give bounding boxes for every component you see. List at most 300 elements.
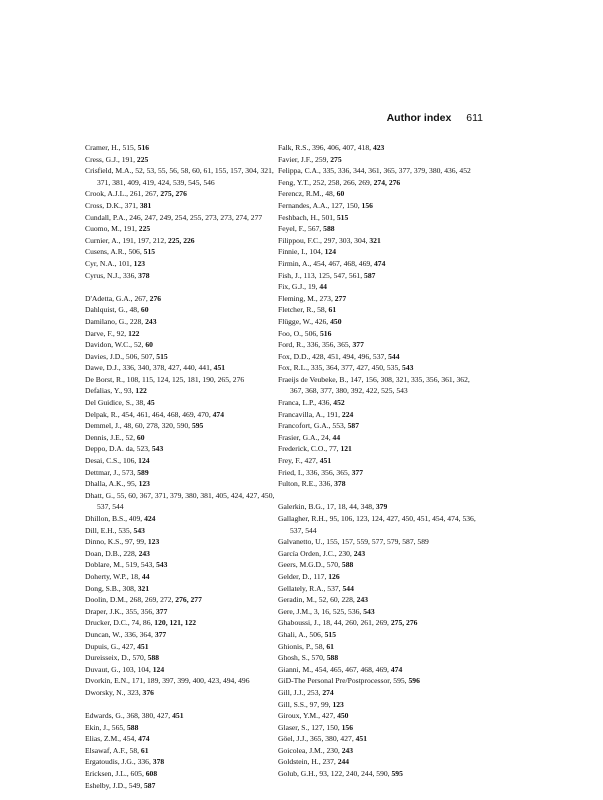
index-entry-bold-pages: 224 bbox=[341, 409, 354, 419]
index-entry bbox=[278, 432, 483, 444]
index-entry bbox=[278, 664, 483, 676]
index-entry-bold-pages: 543 bbox=[363, 606, 375, 616]
index-entry-bold-pages: 377 bbox=[154, 629, 167, 639]
index-entry-text: Del Guidice, S., 38, bbox=[85, 398, 148, 408]
index-entry-text: Favier, J.F., 259, bbox=[278, 154, 331, 164]
index-entry-text: Fulton, R.E., 336, bbox=[278, 479, 335, 489]
index-entry-text: Ekin, J., 565, bbox=[85, 722, 127, 732]
index-entry-text: Dong, S.B., 308, bbox=[85, 583, 138, 593]
index-entry-text: Giroux, Y.M., 427, bbox=[278, 711, 338, 721]
index-entry-bold-pages: 587 bbox=[364, 270, 376, 280]
index-entry-bold-pages: 321 bbox=[137, 583, 150, 593]
index-entry-bold-pages: 587 bbox=[144, 780, 156, 790]
index-entry-text: Davidon, W.C., 52, bbox=[85, 340, 146, 350]
index-entry-text: Dhalla, A.K., 95, bbox=[85, 479, 139, 489]
index-entry-text: D'Adetta, G.A., 267, bbox=[85, 293, 150, 303]
index-entry-bold-pages: 376 bbox=[142, 687, 154, 697]
index-entry-text: Demmel, J., 48, 60, 278, 320, 590, bbox=[85, 421, 192, 431]
index-entry-text: De Borst, R., 108, 115, 124, 125, 181, 190, 265, 276 bbox=[85, 374, 245, 384]
index-entry bbox=[278, 455, 483, 467]
index-entry-bold-pages: 424 bbox=[144, 514, 156, 523]
index-entry-bold-pages: 243 bbox=[138, 548, 150, 558]
index-entry-text: Draper, J.K., 355, 356, bbox=[85, 606, 156, 616]
index-entry-bold-pages: 378 bbox=[138, 270, 150, 280]
index-entry bbox=[278, 583, 483, 595]
index-entry bbox=[278, 223, 483, 235]
index-entry bbox=[85, 594, 285, 606]
index-entry-bold-pages: 156 bbox=[361, 200, 373, 210]
index-entry bbox=[85, 710, 285, 722]
index-entry-text: Duncan, W., 336, 364, bbox=[85, 629, 155, 639]
index-entry bbox=[85, 154, 285, 166]
index-entry-bold-pages: 451 bbox=[355, 734, 368, 744]
index-entry-text: Dawe, D.J., 336, 340, 378, 427, 440, 441, bbox=[85, 363, 214, 373]
index-entry-bold-pages: 450 bbox=[330, 316, 342, 326]
index-entry-bold-pages: 377 bbox=[352, 340, 364, 350]
index-entry-bold-pages: 377 bbox=[351, 467, 364, 477]
index-entry bbox=[85, 339, 285, 351]
index-entry-bold-pages: 544 bbox=[342, 583, 354, 593]
index-entry-text: Dupuis, G., 427, bbox=[85, 641, 138, 651]
index-entry-bold-pages: 156 bbox=[341, 722, 353, 732]
index-entry bbox=[85, 490, 285, 513]
index-entry-text: Darve, F., 92, bbox=[85, 328, 129, 338]
index-entry-bold-pages: 378 bbox=[152, 757, 165, 767]
index-entry bbox=[278, 316, 483, 328]
index-entry bbox=[85, 270, 285, 282]
index-entry-bold-pages: 126 bbox=[328, 571, 340, 581]
index-entry-text: Cress, G.J., 191, bbox=[85, 154, 137, 164]
index-entry bbox=[278, 687, 483, 699]
index-entry bbox=[278, 293, 483, 305]
index-entry-bold-pages: 44 bbox=[319, 282, 327, 292]
index-entry-text: Feyel, F., 567, bbox=[278, 224, 324, 234]
index-entry-text: Glaser, S., 127, 150, bbox=[278, 722, 342, 732]
index-entry-text: Cyrus, N.J., 336, bbox=[85, 270, 139, 280]
index-entry-bold-pages: 123 bbox=[133, 258, 146, 268]
index-entry-text: Geradin, M., 52, 60, 228, bbox=[278, 595, 357, 605]
index-entry bbox=[85, 165, 285, 188]
index-entry-text: Cundall, P.A., 246, 247, 249, 254, 255, 273, 273, 274, 277 bbox=[85, 212, 263, 222]
index-entry-bold-pages: 124 bbox=[138, 456, 150, 466]
index-entry bbox=[278, 420, 483, 432]
index-entry bbox=[278, 478, 483, 490]
index-entry-bold-pages: 474 bbox=[390, 664, 403, 674]
index-entry bbox=[85, 432, 285, 444]
index-entry-bold-pages: 608 bbox=[145, 769, 158, 779]
index-entry bbox=[278, 397, 483, 409]
index-entry-text: Fernandes, A.A., 127, 150, bbox=[278, 200, 362, 210]
index-entry-bold-pages: 120, 121, 122 bbox=[154, 618, 197, 628]
letter-group-gap bbox=[278, 490, 483, 502]
index-entry-text: Cyr, N.A., 101, bbox=[85, 258, 134, 268]
index-entry bbox=[278, 501, 483, 513]
index-entry-bold-pages: 588 bbox=[126, 722, 139, 732]
index-entry-bold-pages: 44 bbox=[141, 571, 150, 581]
index-entry-text: Fox, R.L., 335, 364, 377, 427, 450, 535, bbox=[278, 363, 403, 373]
index-entry-bold-pages: 451 bbox=[172, 711, 184, 721]
index-entry bbox=[85, 780, 285, 792]
index-entry-bold-pages: 543 bbox=[402, 363, 414, 373]
index-entry-text: Eshelby, J.D., 549, bbox=[85, 780, 144, 790]
index-entry-bold-pages: 596 bbox=[408, 676, 420, 686]
index-entry bbox=[278, 154, 483, 166]
index-entry bbox=[278, 165, 483, 177]
index-entry-text: Geers, M.G.D., 570, bbox=[278, 560, 342, 570]
index-entry bbox=[278, 768, 483, 780]
index-entry-bold-pages: 60 bbox=[145, 340, 153, 350]
index-entry-text: Fleming, M., 273, bbox=[278, 293, 335, 303]
index-entry bbox=[278, 536, 483, 548]
index-entry-text: Gill, S.S., 97, 99, bbox=[278, 699, 333, 709]
index-entry-bold-pages: 243 bbox=[145, 316, 157, 326]
index-entry bbox=[278, 328, 483, 340]
index-entry bbox=[85, 756, 285, 768]
index-entry-text: Doblare, M., 519, 543, bbox=[85, 560, 157, 570]
index-entry-text: Frey, F., 427, bbox=[278, 456, 320, 466]
index-entry-bold-pages: 423 bbox=[372, 143, 385, 152]
index-entry-bold-pages: 515 bbox=[156, 351, 168, 361]
index-entry-text: Deppo, D.A. da, 523, bbox=[85, 444, 152, 454]
index-entry-bold-pages: 595 bbox=[191, 421, 204, 431]
index-entry bbox=[85, 617, 285, 629]
index-entry-text: Ericksen, J.L., 605, bbox=[85, 769, 146, 779]
index-entry-bold-pages: 275 bbox=[330, 154, 342, 164]
index-entry-text: Crook, A.J.L., 261, 267, bbox=[85, 189, 161, 199]
index-entry-bold-pages: 451 bbox=[137, 641, 149, 651]
index-entry bbox=[85, 188, 285, 200]
index-entry-text: Francofort, G.A., 553, bbox=[278, 421, 348, 431]
index-entry-text: Dill, E.H., 535, bbox=[85, 525, 134, 535]
index-entry-text: Desai, C.S., 106, bbox=[85, 456, 139, 466]
index-entry-text: Defalias, Y., 93, bbox=[85, 386, 136, 396]
index-entry bbox=[85, 304, 285, 316]
index-entry-bold-pages: 377 bbox=[155, 606, 168, 616]
index-entry-text: Ferencz, R.M., 48, bbox=[278, 189, 337, 199]
letter-group-gap bbox=[85, 699, 285, 711]
index-entry-text: Delpak, R., 454, 461, 464, 468, 469, 470, bbox=[85, 409, 213, 419]
index-entry-bold-pages: 225 bbox=[138, 224, 151, 234]
section-title: Author index bbox=[386, 112, 452, 124]
index-entry bbox=[85, 641, 285, 653]
index-entry-text: Fried, I., 336, 356, 365, bbox=[278, 467, 352, 477]
index-entry-bold-pages: 123 bbox=[138, 479, 150, 489]
index-entry-text: Dvorkin, E.N., 171, 189, 397, 399, 400, 423, 494, 496 bbox=[85, 676, 250, 686]
index-entry bbox=[85, 374, 285, 386]
index-entry-bold-pages: 451 bbox=[319, 456, 332, 466]
index-entry-text: Dennis, J.E., 52, bbox=[85, 432, 137, 442]
index-entry bbox=[85, 351, 285, 363]
index-entry bbox=[278, 699, 483, 711]
index-entry bbox=[278, 733, 483, 745]
index-entry-bold-pages: 122 bbox=[135, 386, 147, 396]
index-entry-text: Goldstein, H., 237, bbox=[278, 757, 338, 767]
index-entry-text: Cusens, A.R., 506, bbox=[85, 247, 144, 257]
index-entry bbox=[85, 768, 285, 780]
index-entry-bold-pages: 588 bbox=[323, 224, 335, 234]
index-entry-text: Dettmar, J., 573, bbox=[85, 467, 138, 477]
index-entry-bold-pages: 275, 276 bbox=[390, 618, 418, 628]
right-index-column bbox=[278, 142, 483, 780]
left-index-column bbox=[85, 142, 285, 791]
index-entry-text: Galerkin, B.G., 17, 18, 44, 348, bbox=[278, 502, 376, 512]
page-number: 611 bbox=[466, 112, 483, 124]
index-entry-bold-pages: 321 bbox=[369, 235, 381, 245]
index-entry-text: Cross, D.K., 371, bbox=[85, 200, 140, 210]
index-entry bbox=[85, 687, 285, 699]
index-entry-bold-pages: 274 bbox=[322, 687, 334, 697]
index-entry bbox=[85, 629, 285, 641]
index-entry-text: Doherty, W.P., 18, bbox=[85, 571, 142, 581]
index-entry-bold-pages: 60 bbox=[140, 305, 149, 315]
index-entry-text: Foo, O., 506, bbox=[278, 328, 320, 338]
index-entry-bold-pages: 61 bbox=[140, 745, 149, 755]
index-entry bbox=[278, 281, 483, 293]
index-entry bbox=[85, 467, 285, 479]
index-entry-text: Finnie, I., 104, bbox=[278, 247, 325, 257]
running-header bbox=[387, 112, 483, 124]
index-entry-text: Golub, G.H., 93, 122, 240, 244, 590, bbox=[278, 769, 392, 779]
index-entry-bold-pages: 452 bbox=[333, 398, 345, 408]
index-entry-text: Ghionis, P., 58, bbox=[278, 641, 327, 651]
index-entry-bold-pages: 276, 277 bbox=[175, 595, 202, 605]
index-entry bbox=[278, 756, 483, 768]
index-entry-text: Fish, J., 113, 125, 547, 561, bbox=[278, 270, 365, 280]
index-entry bbox=[85, 316, 285, 328]
index-entry-text: Dureisseix, D., 570, bbox=[85, 653, 148, 663]
index-entry bbox=[85, 548, 285, 560]
index-entry-text: Galvanetto, U., 155, 157, 559, 577, 579, 587, 589 bbox=[278, 537, 429, 547]
index-entry bbox=[85, 200, 285, 212]
index-entry bbox=[278, 629, 483, 641]
index-entry-text: Fletcher, R., 58, bbox=[278, 305, 329, 315]
index-entry-text: Fox, D.D., 428, 451, 494, 496, 537, bbox=[278, 351, 389, 361]
index-entry bbox=[278, 339, 483, 351]
index-entry-bold-pages: 60 bbox=[136, 432, 145, 442]
index-entry-bold-pages: 474 bbox=[373, 258, 386, 268]
index-entry-bold-pages: 44 bbox=[332, 432, 341, 442]
index-entry bbox=[278, 594, 483, 606]
index-entry-text: Gere, J.M., 3, 16, 525, 536, bbox=[278, 606, 364, 616]
index-entry bbox=[278, 606, 483, 618]
index-entry-text: Ergatoudis, J.G., 336, bbox=[85, 757, 153, 767]
index-entry-text: Firmin, A., 454, 467, 468, 469, bbox=[278, 258, 374, 268]
index-entry-bold-pages: 544 bbox=[388, 351, 400, 361]
index-entry-text: Doolin, D.M., 268, 269, 272, bbox=[85, 595, 176, 605]
index-entry bbox=[278, 200, 483, 212]
index-entry-text: Doan, D.B., 228, bbox=[85, 548, 139, 558]
index-entry-bold-pages: 588 bbox=[147, 653, 160, 663]
index-entry-bold-pages: 243 bbox=[353, 548, 366, 558]
index-entry bbox=[278, 722, 483, 734]
index-entry bbox=[278, 745, 483, 757]
index-entry-text: Goicolea, J.M., 230, bbox=[278, 745, 342, 755]
index-entry-bold-pages: 274, 276 bbox=[373, 177, 401, 187]
index-entry-bold-pages: 516 bbox=[137, 143, 150, 152]
index-entry-text: Davies, J.D., 506, 507, bbox=[85, 351, 157, 361]
index-entry bbox=[85, 652, 285, 664]
index-entry-bold-pages: 243 bbox=[356, 595, 369, 605]
index-entry bbox=[278, 235, 483, 247]
index-entry bbox=[85, 212, 285, 224]
index-entry-text: Elsawaf, A.F., 58, bbox=[85, 745, 141, 755]
index-entry bbox=[85, 606, 285, 618]
index-entry-bold-pages: 450 bbox=[337, 711, 349, 721]
index-entry-text: Franca, L.P., 436, bbox=[278, 398, 334, 408]
index-entry bbox=[85, 455, 285, 467]
index-entry-bold-pages: 276 bbox=[149, 293, 162, 303]
index-entry-text: Gallagher, R.H., 95, 106, 123, 124, 427, 450, 451, 454, 474, 536, 537, 544 bbox=[278, 514, 476, 535]
index-entry bbox=[278, 617, 483, 629]
index-entry-bold-pages: 60 bbox=[336, 189, 345, 199]
index-entry-text: Dhillon, B.S., 409, bbox=[85, 514, 145, 523]
index-entry-text: García Orden, J.C., 230, bbox=[278, 548, 354, 558]
index-entry bbox=[85, 722, 285, 734]
letter-group-gap bbox=[85, 281, 285, 293]
index-entry bbox=[85, 559, 285, 571]
index-entry-bold-pages: 124 bbox=[152, 664, 165, 674]
index-entry-text: Feshbach, H., 501, bbox=[278, 212, 337, 222]
index-entry bbox=[85, 733, 285, 745]
index-entry-bold-pages: 474 bbox=[138, 734, 150, 744]
index-entry-bold-pages: 275, 276 bbox=[160, 189, 187, 199]
index-entry-text: Dinno, K.S., 97, 99, bbox=[85, 537, 148, 547]
index-entry-text: Fix, G.J., 19, bbox=[278, 282, 320, 292]
index-entry bbox=[278, 270, 483, 282]
index-entry-text: Dhatt, G., 55, 60, 367, 371, 379, 380, 381, 405, 424, 427, 450, 537, 544 bbox=[85, 490, 275, 512]
index-entry bbox=[278, 362, 483, 374]
index-entry-text: Falk, R.S., 396, 406, 407, 418, bbox=[278, 143, 373, 152]
index-entry-bold-pages: 515 bbox=[336, 212, 349, 222]
index-entry bbox=[85, 385, 285, 397]
index-entry bbox=[85, 525, 285, 537]
index-entry-text: Dworsky, N., 323, bbox=[85, 687, 143, 697]
index-entry-text: Felippa, C.A., 335, 336, 344, 361, 365, 377, 379, 380, 436, 452 bbox=[278, 166, 471, 176]
index-entry-text: Curnier, A., 191, 197, 212, bbox=[85, 235, 169, 245]
index-entry-text: Edwards, G., 368, 380, 427, bbox=[85, 711, 173, 721]
index-entry-text: Crisfield, M.A., 52, 53, 55, 56, 58, 60, 61, 155, 157, 304, 321, 371, 381, 409, 419, 424, 539, 545, 546 bbox=[85, 166, 274, 187]
index-entry-bold-pages: 515 bbox=[324, 629, 337, 639]
index-entry bbox=[278, 246, 483, 258]
index-entry bbox=[85, 583, 285, 595]
index-entry-bold-pages: 225 bbox=[136, 154, 149, 164]
index-entry bbox=[85, 675, 285, 687]
index-entry bbox=[85, 258, 285, 270]
index-entry bbox=[85, 420, 285, 432]
index-entry bbox=[85, 536, 285, 548]
index-entry bbox=[278, 710, 483, 722]
index-entry bbox=[85, 293, 285, 305]
index-entry bbox=[85, 328, 285, 340]
index-entry bbox=[278, 374, 483, 397]
index-entry-bold-pages: 543 bbox=[151, 444, 164, 454]
index-entry bbox=[278, 304, 483, 316]
index-entry-text: Cuomo, M., 191, bbox=[85, 224, 139, 234]
index-entry-text: GiD-The Personal Pre/Postprocessor, 595, bbox=[278, 676, 409, 686]
index-entry-text: Damilano, G., 228, bbox=[85, 316, 146, 326]
index-entry bbox=[278, 675, 483, 687]
index-entry-text: Flügge, W., 426, bbox=[278, 316, 331, 326]
index-entry-text: Gelder, D., 117, bbox=[278, 571, 329, 581]
index-entry-bold-pages: 45 bbox=[147, 398, 155, 408]
index-entry-bold-pages: 61 bbox=[326, 641, 334, 651]
index-entry bbox=[278, 177, 483, 189]
index-entry bbox=[278, 258, 483, 270]
index-entry-bold-pages: 516 bbox=[319, 328, 332, 338]
index-entry bbox=[278, 513, 483, 536]
index-entry bbox=[85, 443, 285, 455]
index-entry-bold-pages: 124 bbox=[324, 247, 337, 257]
index-entry-bold-pages: 61 bbox=[328, 305, 337, 315]
index-entry bbox=[85, 513, 285, 525]
index-entry-bold-pages: 121 bbox=[340, 444, 352, 454]
index-entry-bold-pages: 595 bbox=[391, 769, 403, 779]
index-entry-bold-pages: 378 bbox=[334, 479, 346, 489]
index-entry bbox=[278, 652, 483, 664]
index-entry-text: Gellately, R.A., 537, bbox=[278, 583, 343, 593]
index-entry-text: Dahlquist, G., 48, bbox=[85, 305, 141, 315]
index-entry bbox=[278, 142, 483, 154]
index-entry-bold-pages: 543 bbox=[156, 560, 168, 570]
index-entry-bold-pages: 474 bbox=[212, 409, 225, 419]
index-entry-text: Cramer, H., 515, bbox=[85, 143, 138, 152]
index-entry bbox=[278, 548, 483, 560]
index-entry bbox=[85, 745, 285, 757]
index-entry-text: Ghosh, S., 570, bbox=[278, 653, 327, 663]
index-entry bbox=[278, 571, 483, 583]
index-entry-bold-pages: 589 bbox=[137, 467, 149, 477]
index-entry bbox=[278, 212, 483, 224]
index-entry-text: Göel, J.J., 365, 380, 427, bbox=[278, 734, 356, 744]
index-entry bbox=[85, 409, 285, 421]
index-entry bbox=[85, 142, 285, 154]
index-entry-bold-pages: 588 bbox=[341, 560, 354, 570]
index-entry bbox=[85, 571, 285, 583]
index-entry-bold-pages: 225, 226 bbox=[168, 235, 195, 245]
index-entry-text: Filippou, F.C., 297, 303, 304, bbox=[278, 235, 370, 245]
index-entry bbox=[85, 223, 285, 235]
index-entry-bold-pages: 244 bbox=[337, 757, 350, 767]
index-entry-bold-pages: 451 bbox=[213, 363, 226, 373]
index-entry-text: Ford, R., 336, 356, 365, bbox=[278, 340, 353, 350]
index-entry-bold-pages: 243 bbox=[341, 745, 354, 755]
index-entry bbox=[278, 467, 483, 479]
index-entry-text: Feng, Y.T., 252, 258, 266, 269, bbox=[278, 177, 374, 187]
index-entry bbox=[278, 351, 483, 363]
index-entry-bold-pages: 515 bbox=[143, 247, 156, 257]
index-entry bbox=[278, 641, 483, 653]
index-entry-text: Gianni, M., 454, 465, 467, 468, 469, bbox=[278, 664, 391, 674]
index-entry bbox=[85, 362, 285, 374]
index-entry bbox=[85, 664, 285, 676]
index-entry bbox=[278, 409, 483, 421]
index-entry bbox=[85, 235, 285, 247]
index-entry-bold-pages: 543 bbox=[133, 525, 145, 535]
index-entry bbox=[85, 397, 285, 409]
index-entry bbox=[278, 559, 483, 571]
index-entry-bold-pages: 122 bbox=[128, 328, 140, 338]
index-entry bbox=[85, 246, 285, 258]
index-entry-bold-pages: 123 bbox=[332, 699, 344, 709]
index-entry-bold-pages: 588 bbox=[326, 653, 339, 663]
index-entry bbox=[278, 188, 483, 200]
index-entry-text: Elias, Z.M., 454, bbox=[85, 734, 139, 744]
index-entry bbox=[278, 443, 483, 455]
index-entry-bold-pages: 379 bbox=[375, 502, 388, 512]
index-entry-text: Fraeijs de Veubeke, B., 147, 156, 308, 321, 335, 356, 361, 362, 367, 368, 377, 380, 392, 422, 525, 543 bbox=[278, 374, 470, 396]
index-entry-text: Ghali, A., 506, bbox=[278, 629, 325, 639]
index-entry bbox=[85, 478, 285, 490]
